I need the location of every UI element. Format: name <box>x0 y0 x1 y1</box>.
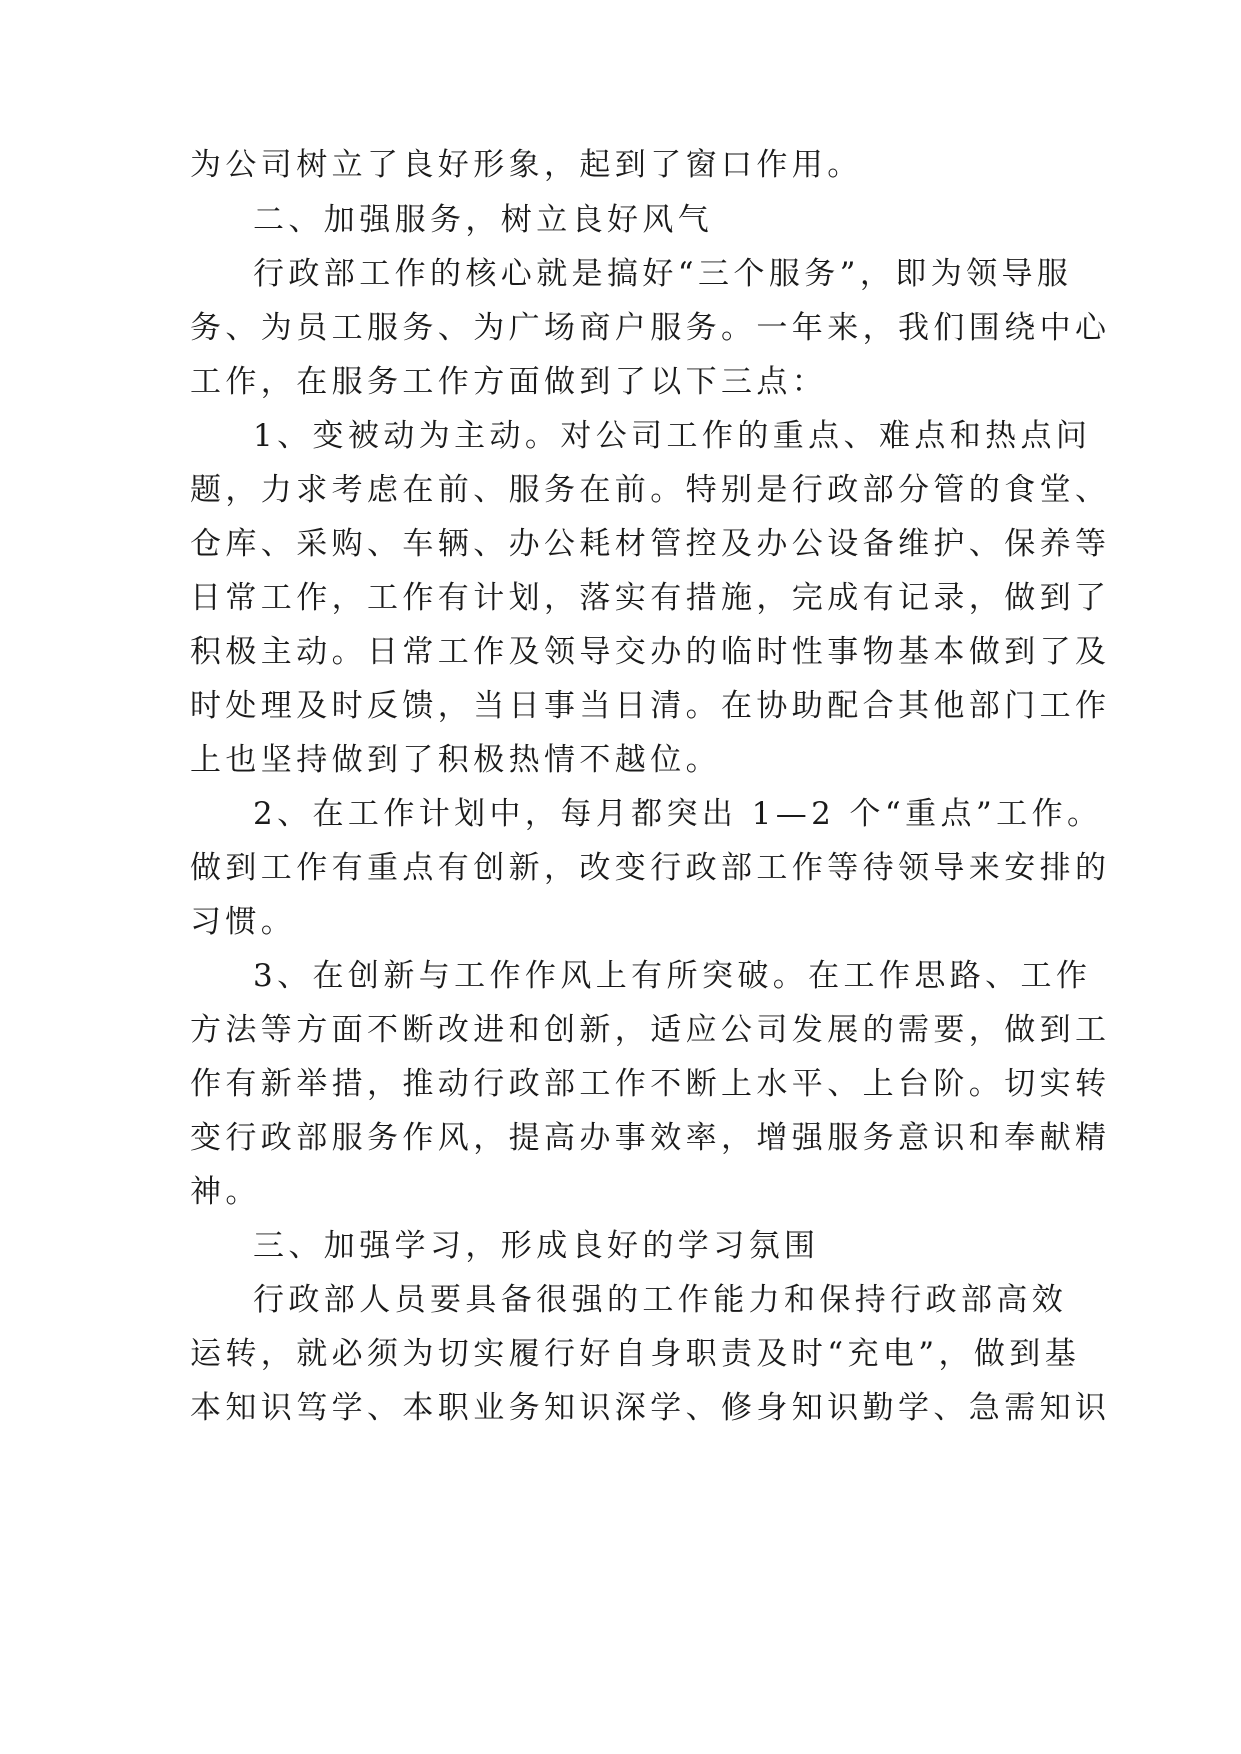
paragraph-line: 变行政部服务作风，提高办事效率，增强服务意识和奉献精 <box>190 1120 1111 1156</box>
paragraph-line: 神。 <box>190 1174 261 1210</box>
paragraph-line: 时处理及时反馈，当日事当日清。在协助配合其他部门工作 <box>190 688 1111 724</box>
section-heading: 二、加强服务，树立良好风气 <box>253 202 714 238</box>
paragraph-line: 为公司树立了良好形象，起到了窗口作用。 <box>190 147 863 183</box>
paragraph-line: 日常工作，工作有计划，落实有措施，完成有记录，做到了 <box>190 580 1111 616</box>
paragraph-line: 习惯。 <box>190 904 297 940</box>
paragraph-line: 务、为员工服务、为广场商户服务。一年来，我们围绕中心 <box>190 310 1111 346</box>
paragraph-line: 做到工作有重点有创新，改变行政部工作等待领导来安排的 <box>190 850 1111 886</box>
list-item-line: 3、在创新与工作作风上有所突破。在工作思路、工作 <box>253 958 1092 994</box>
paragraph-line: 积极主动。日常工作及领导交办的临时性事物基本做到了及 <box>190 634 1111 670</box>
paragraph-line: 仓库、采购、车辆、办公耗材管控及办公设备维护、保养等 <box>190 526 1111 562</box>
paragraph-line: 行政部工作的核心就是搞好“三个服务”，即为领导服 <box>253 256 1073 292</box>
paragraph-line: 运转，就必须为切实履行好自身职责及时“充电”，做到基 <box>190 1336 1081 1372</box>
paragraph-line: 行政部人员要具备很强的工作能力和保持行政部高效 <box>253 1282 1068 1318</box>
paragraph-line: 题，力求考虑在前、服务在前。特别是行政部分管的食堂、 <box>190 472 1111 508</box>
paragraph-line: 方法等方面不断改进和创新，适应公司发展的需要，做到工 <box>190 1012 1111 1048</box>
paragraph-line: 工作，在服务工作方面做到了以下三点： <box>190 364 828 400</box>
paragraph-line: 作有新举措，推动行政部工作不断上水平、上台阶。切实转 <box>190 1066 1111 1102</box>
list-item-line: 2、在工作计划中，每月都突出 1—2 个“重点”工作。 <box>253 796 1103 832</box>
paragraph-line: 本知识笃学、本职业务知识深学、修身知识勤学、急需知识 <box>190 1390 1111 1426</box>
list-item-line: 1、变被动为主动。对公司工作的重点、难点和热点问 <box>253 418 1092 454</box>
paragraph-line: 上也坚持做到了积极热情不越位。 <box>190 742 721 778</box>
section-heading: 三、加强学习，形成良好的学习氛围 <box>253 1228 820 1264</box>
